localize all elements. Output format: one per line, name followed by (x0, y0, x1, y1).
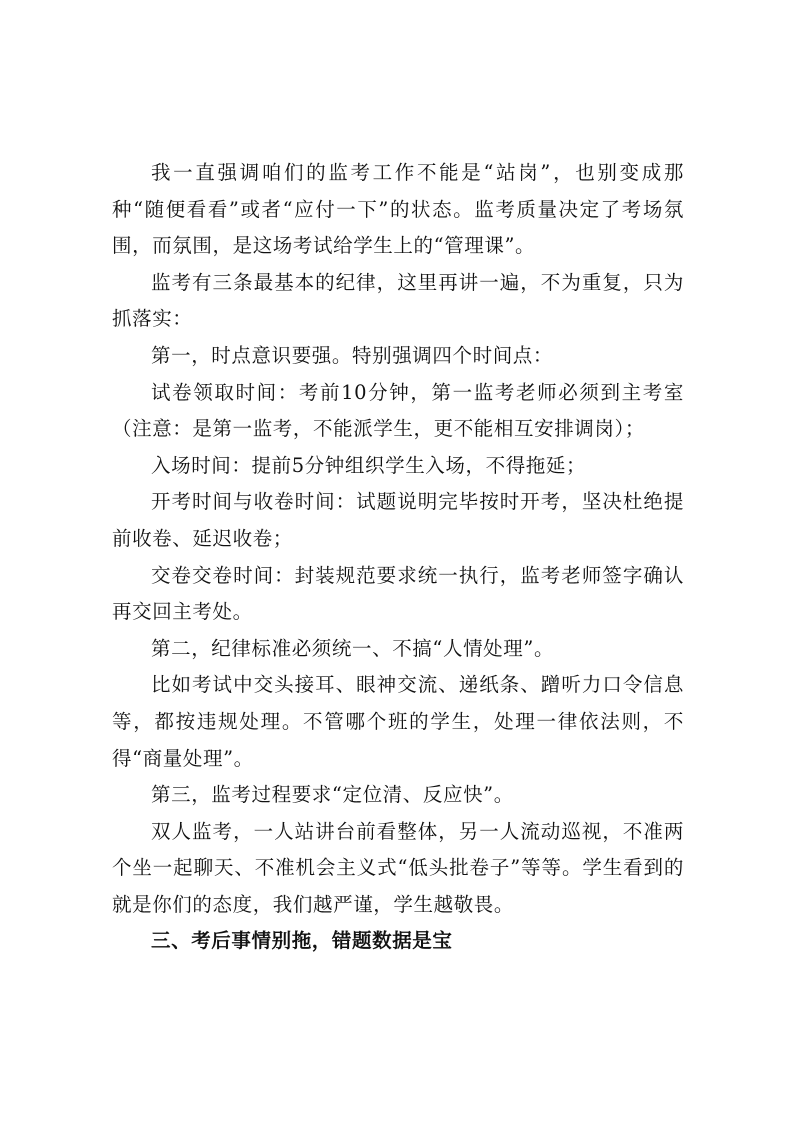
paragraph-violation-examples: 比如考试中交头接耳、眼神交流、递纸条、蹭听力口令信息等，都按违规处理。不管哪个班的学生，处理一律依法则，不得“商量处理”。 (112, 673, 684, 770)
document-page (112, 155, 684, 960)
section-heading-after-exam: 三、考后事情别拖，错题数据是宝 (151, 929, 453, 953)
paragraph-paper-collection-time: 试卷领取时间：考前10分钟，第一监考老师必须到主考室（注意：是第一监考，不能派学生，更不能相互安排调岗）； (112, 380, 684, 441)
paragraph-rule-three-heading: 第三，监考过程要求“定位清、反应快”。 (151, 783, 514, 807)
paragraph-rule-one-heading: 第一，时点意识要强。特别强调四个时间点： (151, 343, 554, 367)
paragraph-start-and-collect-time: 开考时间与收卷时间：试题说明完毕按时开考，坚决杜绝提前收卷、延迟收卷； (112, 490, 684, 550)
paragraph-rule-two-heading: 第二，纪律标准必须统一、不搞“人情处理”。 (151, 636, 555, 660)
paragraph-dual-proctoring: 双人监考，一人站讲台前看整体，另一人流动巡视，不准两个坐一起聊天、不准机会主义式“低头批卷子”等等。学生看到的就是你们的态度，我们越严谨，学生越敬畏。 (112, 819, 684, 916)
paragraph-entry-time: 入场时间：提前5分钟组织学生入场，不得拖延； (151, 453, 587, 477)
paragraph-three-rules-intro: 监考有三条最基本的纪律，这里再讲一遍，不为重复，只为抓落实： (112, 270, 684, 331)
paragraph-supervision-attitude: 我一直强调咱们的监考工作不能是“站岗”，也别变成那种“随便看看”或者“应付一下”的状态。监考质量决定了考场氛围，而氛围，是这场考试给学生上的“管理课”。 (112, 161, 684, 258)
paragraph-submission-time: 交卷交卷时间：封装规范要求统一执行，监考老师签字确认再交回主考处。 (112, 563, 684, 624)
